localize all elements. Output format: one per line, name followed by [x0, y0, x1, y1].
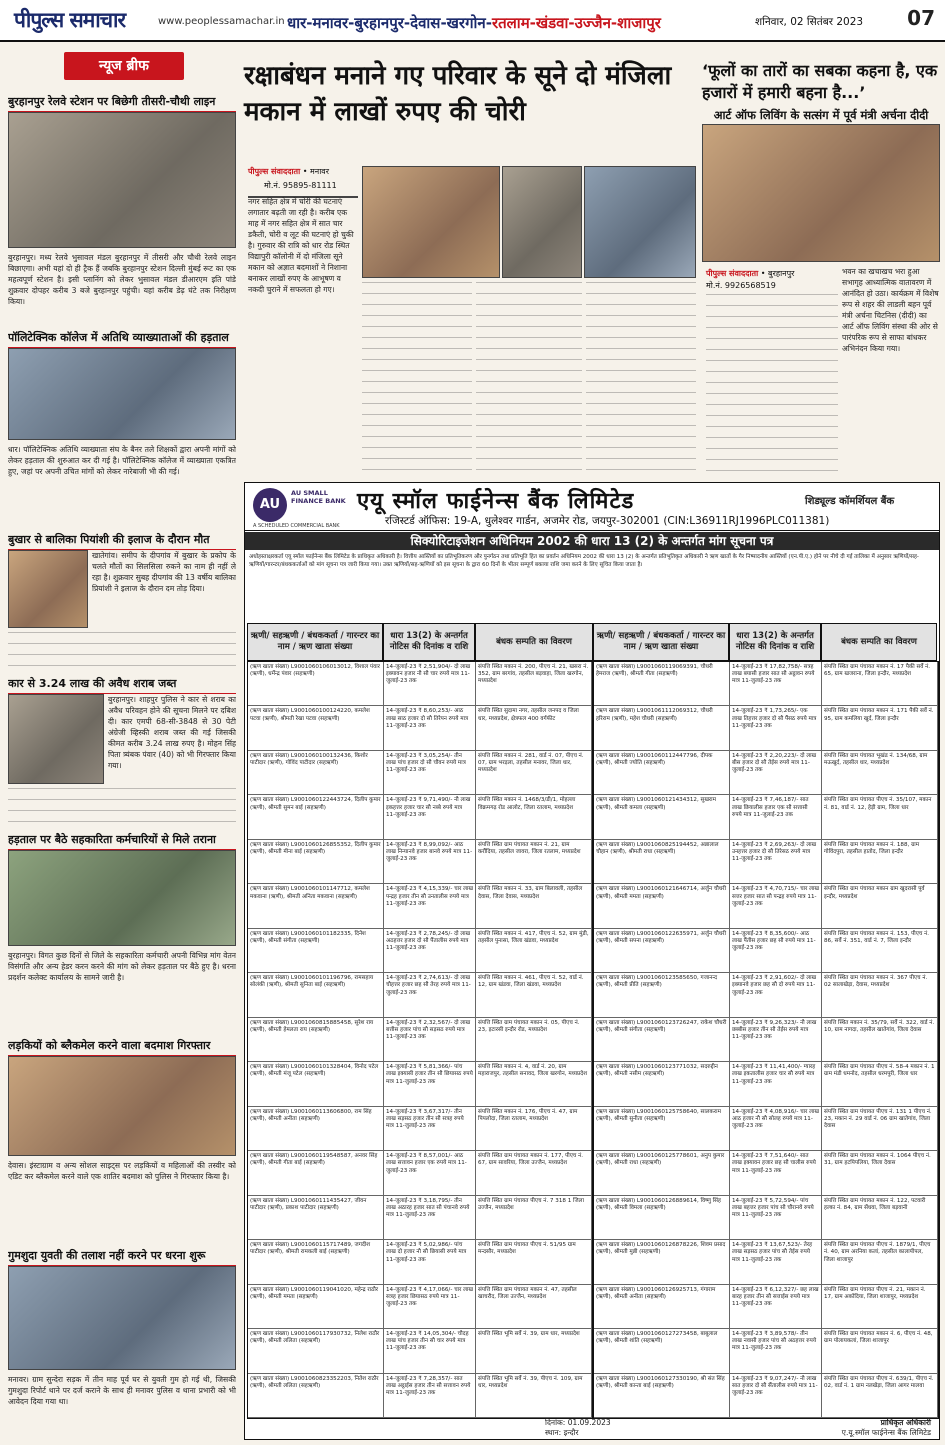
notice-cell-notice: 14-जुलाई-23 ₹ 14,05,304/- चौदह लाख पांच हजार तीन सौ चार रुपये मात्र 11-जुलाई-23 तक [384, 1329, 476, 1372]
notice-cell-borrower: (ऋण खाता संख्या) L9001060123726247, राकेश चौधरी (ऋणी), श्रीमती संगीता (सहऋणी) [594, 1018, 730, 1061]
notice-row [248, 1240, 592, 1284]
brief-photo-protest [8, 1266, 236, 1370]
notice-cell-notice: 14-जुलाई-23 ₹ 9,71,490/- नौ लाख इकहत्तर हजार चार सौ नब्बे रुपये मात्र 11-जुलाई-23 तक [384, 795, 476, 838]
notice-row [248, 1151, 592, 1195]
lead-mobile: मो.नं. 95895-81111 [264, 181, 337, 190]
notice-cell-borrower: (ऋण खाता संख्या) L9001060119041020, महेन्द्र राठौर (ऋणी), श्रीमती ममता (सहऋणी) [248, 1285, 384, 1328]
notice-cell-property: संपत्ति स्थित भूमि सर्वे नं. 39, ग्राम धार, मध्यप्रदेश [476, 1329, 592, 1372]
lead-headline: रक्षाबंधन मनाने गए परिवार के सूने दो मंजिला मकान में लाखों रुपए की चोरी [244, 61, 672, 127]
notice-cell-borrower: (ऋण खाता संख्या) L9001060112447796, दीपक (ऋणी), श्रीमती ज्योति (सहऋणी) [594, 751, 730, 794]
notice-cell-notice: 14-जुलाई-23 ₹ 11,41,400/- ग्यारह लाख इकतालीस हजार चार सौ रुपये मात्र 11-जुलाई-23 तक [730, 1062, 822, 1105]
notice-cell-borrower: (ऋण खाता संख्या) L9001060127330190, श्री संत सिंह (ऋणी), श्रीमती कान्ता बाई (सहऋणी) [594, 1374, 730, 1417]
notice-row [248, 1329, 592, 1373]
notice-cell-borrower: (ऋण खाता संख्या) L9001060100132436, किशोर पाटीदार (ऋणी), गोविंद पाटीदार (सहऋणी) [248, 751, 384, 794]
notice-cell-property: संपत्ति स्थित मकान नं. 417, पीएच नं. 52, ग्राम मुंडी, तहसील पुनासा, जिला खंडवा, मध्यप्रदेश [476, 929, 592, 972]
notice-cell-notice: 14-जुलाई-23 ₹ 4,15,339/- चार लाख पन्द्रह हजार तीन सौ उनतालीस रुपये मात्र 11-जुलाई-23 तक [384, 884, 476, 927]
au-bank-notice [244, 482, 940, 1440]
notice-row [248, 751, 592, 795]
notice-cell-notice: 14-जुलाई-23 ₹ 9,26,323/- नौ लाख छब्बीस हजार तीन सौ तेईस रुपये मात्र 11-जुलाई-23 तक [730, 1018, 822, 1061]
brief-body: बुरहानपुर। मध्य रेलवे भुसावल मंडल बुरहानपुर में तीसरी और चौथी रेलवे लाइन बिछाएगा। अभी यहां दो ही ट्रैक हैं जबकि बुरहानपुर स्टेशन दिल्ली मुंबई रूट का एक महत्वपूर्ण स्टेशन है। इसी प्लानिंग को लेकर भुसावल मंडल डीआरएम इति पांडे शुक्रवार दोपहर करीब 3 बजे बुरहानपुर पहुंची। यहां करीब डेढ़ घंटे तक निरीक्षण किया। [8, 253, 236, 306]
brief-body: धार। पॉलिटेक्निक अतिथि व्याख्याता संघ के बैनर तले शिक्षकों द्वारा अपनी मांगों को लेकर हड़ताल की शुरुआत कर दी गई है। पॉलिटेक्निक कॉलेज में व्याख्याता एकत्रित हुए, जहां पर अपनी उचित मांगों को लेकर नारेबाजी भी की गई। [8, 445, 236, 476]
notice-cell-notice: 14-जुलाई-23 ₹ 1,73,265/- एक लाख तिहत्तर हजार दो सौ पैंसठ रुपये मात्र 11-जुलाई-23 तक [730, 706, 822, 749]
notice-cell-property: संपत्ति स्थित ग्राम पंचायत पीएच नं. 1879/1, पीएच नं. 40, ग्राम अरनिया कलां, तहसील कालापीपल, जिला शाजापुर [822, 1240, 938, 1283]
notice-cell-property: संपत्ति स्थित ग्राम पंचायत पीएच नं. 7 318 1 जिला उज्जैन, मध्यप्रदेश [476, 1196, 592, 1239]
notice-cell-notice: 14-जुलाई-23 ₹ 8,57,001/- आठ लाख सत्तावन हजार एक रुपये मात्र 11-जुलाई-23 तक [384, 1151, 476, 1194]
notice-cell-notice: 14-जुलाई-23 ₹ 4,08,916/- चार लाख आठ हजार नौ सौ सोलह रुपये मात्र 11-जुलाई-23 तक [730, 1107, 822, 1150]
notice-row [594, 1329, 938, 1373]
notice-cell-notice: 14-जुलाई-23 ₹ 2,51,904/- दो लाख इक्यावन हजार नौ सौ चार रुपये मात्र 11-जुलाई-23 तक [384, 662, 476, 705]
newspaper-logo[interactable]: पीपुल्स समाचार [14, 8, 126, 32]
notice-cell-notice: 14-जुलाई-23 ₹ 13,67,523/- तेरह लाख सड़सठ हजार पांच सौ तेईस रुपये मात्र 11-जुलाई-23 तक [730, 1240, 822, 1283]
notice-row [594, 884, 938, 928]
brief-headline: बुखार से बालिका पियांशी की इलाज के दौरान मौत [8, 532, 236, 550]
brief-headline: कार से 3.24 लाख की अवैध शराब जब्त [8, 676, 236, 694]
bank-scheduled: शिड्यूल्ड कॉमर्शियल बैंक [805, 496, 895, 507]
notice-cell-borrower: (ऋण खाता संख्या) L9001060101147712, कमलेश मकवाना (ऋणी), श्रीमती अनिता मकवाना (सहऋणी) [248, 884, 384, 927]
notice-cell-notice: 14-जुलाई-23 ₹ 8,99,092/- आठ लाख निन्यानवे हजार बानवे रुपये मात्र 11-जुलाई-23 तक [384, 840, 476, 883]
au-logo-tag: A SCHEDULED COMMERCIAL BANK [253, 523, 340, 529]
notice-cell-borrower: (ऋण खाता संख्या) L9001060122443724, दिलीप कुमार (ऋणी), श्रीमती सुमन बाई (सहऋणी) [248, 795, 384, 838]
notice-date: दिनांक: 01.09.2023 [545, 1418, 611, 1427]
notice-cell-property: संपत्ति स्थित ग्राम पंचायत मकान नं. 177, पीएच नं. 67, ग्राम सावरिया, जिला उज्जैन, मध्यप्रदेश [476, 1151, 592, 1194]
notice-cell-borrower: (ऋण खाता संख्या) L9001060823352203, नितेश राठौर (ऋणी), श्रीमती ललिता (सहऋणी) [248, 1374, 384, 1417]
notice-row [248, 1018, 592, 1062]
notice-row [248, 1374, 592, 1418]
notice-cell-borrower: (ऋण खाता संख्या) L9001060126855352, दिलीप कुमार (ऋणी), श्रीमती मीना बाई (सहऋणी) [248, 840, 384, 883]
header-borrower: ऋणी/ सहऋणी / बंधककर्ता / गारन्टर का नाम / ऋण खाता संख्या [593, 623, 729, 661]
brief-photo-railway [8, 112, 236, 248]
notice-cell-property: संपत्ति स्थित ग्राम पंचायत मकान नं. 153, पीएच नं. 86, सर्वे नं. 351, वार्ड नं. 7, जिला इन्दौर [822, 929, 938, 972]
notice-cell-notice: 14-जुलाई-23 ₹ 5,81,366/- पांच लाख इक्यासी हजार तीन सौ छियासठ रुपये मात्र 11-जुलाई-23 तक [384, 1062, 476, 1105]
notice-cell-borrower: (ऋण खाता संख्या) L9001060111435427, जीवन पाटीदार (ऋणी), प्रकाश पाटीदार (सहऋणी) [248, 1196, 384, 1239]
lead-photo-3 [584, 166, 696, 278]
signatory-bank: ए.यू.स्मॉल फाईनेन्स बैंक लिमिटेड [841, 1428, 931, 1437]
brief-body: बुरहानपुर। शाहपुर पुलिस ने कार से शराब का अवैध परिवहन होने की सूचना मिलने पर दबिश दी। कार एमपी 68-सी-3848 से 30 पेटी अंग्रेजी व्हिस्की शराब जब्त की गई जिसकी कीमत करीब 3.24 लाख रुपए है। मोहन सिंह पिता त्र्यंबक पंवार (40) को भी गिरफ्तार किया गया। [108, 695, 236, 770]
notice-cell-borrower: (ऋण खाता संख्या) L9001060119548587, अनवर सिंह (ऋणी), श्रीमती गीता बाई (सहऋणी) [248, 1151, 384, 1194]
notice-cell-borrower: (ऋण खाता संख्या) L9001060126878226, शिवम प्रसाद (ऋणी), श्रीमती मुन्नी (सहऋणी) [594, 1240, 730, 1283]
page-number: 07 [907, 6, 935, 30]
notice-cell-property: संपत्ति स्थित ग्राम पंचायत मकान नं. 05, पीएच नं. 23, इटारसी इन्दौर रोड, मध्यप्रदेश [476, 1018, 592, 1061]
notice-row [248, 1062, 592, 1106]
brief-photo-liquor [8, 694, 104, 784]
notice-cell-notice: 14-जुलाई-23 ₹ 17,82,758/- सत्रह लाख बयासी हजार सात सौ अट्ठावन रुपये मात्र 11-जुलाई-23 तक [730, 662, 822, 705]
notice-cell-borrower: (ऋण खाता संख्या) L9001060123771032, सदरुद्दीन (ऋणी), श्रीमती नसीम (सहऋणी) [594, 1062, 730, 1105]
brief-headline: हड़ताल पर बैठे सहकारिता कर्मचारियों से मिले तराना [8, 832, 236, 850]
side-byline: पीपुल्स संवाददाता • बुरहानपुर [706, 269, 795, 278]
brief-photo-strike [8, 348, 236, 440]
header-notice: धारा 13(2) के अन्तर्गत नोटिस की दिनांक व राशि [383, 623, 475, 661]
header-property: बंधक सम्पति का विवरण [475, 623, 593, 661]
notice-cell-borrower: (ऋण खाता संख्या) L9001060101328404, विनोद पटेल (ऋणी), श्रीमती मंजू पटेल (सहऋणी) [248, 1062, 384, 1105]
notice-cell-borrower: (ऋण खाता संख्या) L9001061112069312, चौधरी हरिराम (ऋणी), महेश चौधरी (सहऋणी) [594, 706, 730, 749]
notice-cell-borrower: (ऋण खाता संख्या) L9001060825194452, अन्नालाल चौहान (ऋणी), श्रीमती राधा (सहऋणी) [594, 840, 730, 883]
notice-cell-notice: 14-जुलाई-23 ₹ 7,28,357/- सात लाख अट्ठाईस हजार तीन सौ सत्तावन रुपये मात्र 11-जुलाई-23 तक [384, 1374, 476, 1417]
notice-cell-notice: 14-जुलाई-23 ₹ 3,67,317/- तीन लाख सड़सठ हजार तीन सौ सत्रह रुपये मात्र 11-जुलाई-23 तक [384, 1107, 476, 1150]
notice-cell-notice: 14-जुलाई-23 ₹ 4,70,715/- चार लाख सत्तर हजार सात सौ पन्द्रह रुपये मात्र 11-जुलाई-23 तक [730, 884, 822, 927]
notice-cell-property: संपत्ति स्थित मकान नं. 200, पीएच नं. 21, खसरा नं. 352, ग्राम बरगांव, तहसील बड़वाहा, जिला खरगोन, मध्यप्रदेश [476, 662, 592, 705]
notice-cell-property: संपत्ति स्थित ग्राम पंचायत मकान नं. 1064 पीएच नं. 31, ग्राम हटपिपलिया, जिला देवास [822, 1151, 938, 1194]
notice-cell-property: संपत्ति स्थित ग्राम पंचायत मकान नं. 122, पटवारी हल्का नं. 84, ग्राम सेंधवा, जिला बड़वानी [822, 1196, 938, 1239]
notice-cell-property: संपत्ति स्थित ग्राम पंचायत मकान नं. 47, तहसील खाचरौद, जिला उज्जैन, मध्यप्रदेश [476, 1285, 592, 1328]
brief-photo-arrest [8, 1056, 236, 1156]
notice-row [594, 1196, 938, 1240]
notice-row [248, 706, 592, 750]
notice-cell-notice: 14-जुलाई-23 ₹ 3,05,254/- तीन लाख पांच हजार दो सौ चौवन रुपये मात्र 11-जुलाई-23 तक [384, 751, 476, 794]
notice-row [594, 706, 938, 750]
notice-cell-borrower: (ऋण खाता संख्या) L9001060122635971, अर्जुन चौधरी (ऋणी), श्रीमती सपना (सहऋणी) [594, 929, 730, 972]
notice-row [248, 1196, 592, 1240]
lead-byline: पीपुल्स संवाददाता • मनावर [248, 167, 330, 176]
notice-cell-notice: 14-जुलाई-23 ₹ 4,17,066/- चार लाख सत्रह हजार छियासठ रुपये मात्र 11-जुलाई-23 तक [384, 1285, 476, 1328]
news-brief-label: न्यूज ब्रीफ [64, 52, 184, 80]
edition-date: शनिवार, 02 सितंबर 2023 [755, 16, 864, 28]
lead-photo-1 [362, 166, 500, 278]
brief-body: खातेगांव। समीप के दीपगांव में बुखार के प्रकोप के चलते मौतों का सिलसिला रुकने का नाम ही नहीं ले रहा है। शुक्रवार सुबह दीपगांव की 13 वर्षीय बालिका प्रियांशी ने इलाज के दौरान दम तोड़ दिया। [92, 551, 236, 593]
notice-row [594, 973, 938, 1017]
notice-table-left [247, 661, 593, 1419]
lead-photo-2 [502, 166, 582, 278]
notice-cell-borrower: (ऋण खाता संख्या) L9001060121646714, अर्जुन चौधरी (ऋणी), श्रीमती ममता (सहऋणी) [594, 884, 730, 927]
notice-cell-notice: 14-जुलाई-23 ₹ 6,12,327/- छह लाख बारह हजार तीन सौ सत्ताईस रुपये मात्र 11-जुलाई-23 तक [730, 1285, 822, 1328]
notice-cell-notice: 14-जुलाई-23 ₹ 5,72,594/- पांच लाख बहत्तर हजार पांच सौ चौरानवे रुपये मात्र 11-जुलाई-23 तक [730, 1196, 822, 1239]
notice-title: सिक्योरिटाइजेशन अधिनियम 2002 की धारा 13 (2) के अन्तर्गत मांग सूचना पत्र [245, 532, 939, 550]
notice-cell-notice: 14-जुलाई-23 ₹ 5,02,986/- पांच लाख दो हजार नौ सौ छियासी रुपये मात्र 11-जुलाई-23 तक [384, 1240, 476, 1283]
au-logo: AU [253, 488, 287, 522]
notice-row [594, 929, 938, 973]
notice-cell-borrower: (ऋण खाता संख्या) L9001060126889614, विष्णु सिंह (ऋणी), श्रीमती विमला (सहऋणी) [594, 1196, 730, 1239]
notice-cell-property: संपत्ति स्थित मकान नं. 176, पीएच नं. 47, ग्राम पिपलोदा, जिला रतलाम, मध्यप्रदेश [476, 1107, 592, 1150]
notice-cell-borrower: (ऋण खाता संख्या) L9001060117930732, निलेश राठौर (ऋणी), श्रीमती ललिता (सहऋणी) [248, 1329, 384, 1372]
notice-cell-property: संपत्ति स्थित ग्राम पंचायत मकान नं. 21, ग्राम करौंदिया, तहसील जावरा, जिला रतलाम, मध्यप्रदेश [476, 840, 592, 883]
notice-cell-notice: 14-जुलाई-23 ₹ 2,20,223/- दो लाख बीस हजार दो सौ तेईस रुपये मात्र 11-जुलाई-23 तक [730, 751, 822, 794]
notice-row [594, 1018, 938, 1062]
notice-row [594, 1285, 938, 1329]
notice-cell-notice: 14-जुलाई-23 ₹ 3,89,578/- तीन लाख नवासी हजार पांच सौ अठहत्तर रुपये मात्र 11-जुलाई-23 तक [730, 1329, 822, 1372]
website-url[interactable]: www.peoplessamachar.in [158, 16, 285, 27]
notice-cell-property: संपत्ति स्थित ग्राम पंचायत पीएच नं. 131 1 पीएच नं. 23, मकान नं. 29 वार्ड नं. 06 ग्राम खातेगांव, जिला देवास [822, 1107, 938, 1150]
notice-cell-borrower: (ऋण खाता संख्या) L9001060126925713, गंगाराम (ऋणी), श्रीमती अनीता (सहऋणी) [594, 1285, 730, 1328]
notice-row [594, 840, 938, 884]
notice-cell-property: संपत्ति स्थित ग्राम पंचायत मकान नं. 171 पैकी सर्वे नं. 95, ग्राम कमलिया खुर्द, जिला इन्दौर [822, 706, 938, 749]
brief-headline: बुरहानपुर रेलवे स्टेशन पर बिछेगी तीसरी-चौथी लाइन [8, 94, 236, 112]
notice-row [594, 1240, 938, 1284]
notice-cell-borrower: (ऋण खाता संख्या) L9001060101196796, रामसहाय सोलंकी (ऋणी), श्रीमती सुनिता बाई (सहऋणी) [248, 973, 384, 1016]
notice-cell-property: संपत्ति स्थित ग्राम पंचायत भूखंड नं. 134/68, ग्राम मऊखुर्द, तहसील धार, मध्यप्रदेश [822, 751, 938, 794]
notice-cell-borrower: (ऋण खाता संख्या) L9001060123585650, गजानन्द (ऋणी), श्रीमती प्रीति (सहऋणी) [594, 973, 730, 1016]
notice-row [594, 662, 938, 706]
notice-cell-notice: 14-जुलाई-23 ₹ 2,32,567/- दो लाख बत्तीस हजार पांच सौ सड़सठ रुपये मात्र 11-जुलाई-23 तक [384, 1018, 476, 1061]
notice-row [248, 884, 592, 928]
notice-cell-borrower: (ऋण खाता संख्या) L9001060113606800, राम सिंह (ऋणी), श्रीमती अनीता (सहऋणी) [248, 1107, 384, 1150]
notice-cell-property: संपत्ति स्थित भूमि सर्वे नं. 39, पीएच नं. 109, ग्राम धार, मध्यप्रदेश [476, 1374, 592, 1417]
notice-intro: अधोहस्ताक्षरकर्ता एयू स्मॉल फाईनेन्स बैंक लिमिटेड के प्राधिकृत अधिकारी है। वित्तीय आस्तियों का प्रतिभूतिकरण और पुनर्गठन तथा प्रतिभूति हित का प्रवर्तन अधिनियम 2002 की धारा 13 (2) के अन्तर्गत प्रतिभूतिकृत अधिकारी ने ऋण खातों के गैर निष्पादनीय आस्तियों (एन.पी.ए.) होने पर नीचे दी गई तालिका में अनुसार ऋणियों/सह-ऋणियों/गारन्टर/बंधककर्ताओं को मांग सूचना पत्र जारी किया गया। उक्त ऋणियों/सह-ऋणियों को इस सूचना के द्वारा 60 दिनों के भीतर सम्पूर्ण बकाया राशि जमा करने के लिए सूचित किया जाता है। [249, 554, 919, 569]
notice-cell-borrower: (ऋण खाता संख्या) L9001060815885458, सुरेश राय (ऋणी), श्रीमती हेमलता राय (सहऋणी) [248, 1018, 384, 1061]
header-notice: धारा 13(2) के अन्तर्गत नोटिस की दिनांक व राशि [729, 623, 821, 661]
notice-row [594, 795, 938, 839]
notice-cell-borrower: (ऋण खाता संख्या) L9001060125778601, अनुप कुमार (ऋणी), श्रीमती राधा (सहऋणी) [594, 1151, 730, 1194]
edition-cities: धार-मनावर-बुरहानपुर-देवास-खरगोन-रतलाम-खंडवा-उज्जैन-शाजापुर [287, 14, 661, 32]
registered-office: रजिस्टर्ड ऑफिस: 19-A, धुलेश्वर गार्डन, अजमेर रोड, जयपुर-302001 (CIN:L36911RJ1996PLC011381) [385, 515, 830, 527]
notice-cell-property: संपत्ति स्थित ग्राम पंचायत पीएच नं. 21, मकान नं. 17, ग्राम अकोदिया, जिला शाजापुर, मध्यप्रदेश [822, 1285, 938, 1328]
notice-cell-notice: 14-जुलाई-23 ₹ 9,07,247/- नौ लाख सात हजार दो सौ सैंतालीस रुपये मात्र 11-जुलाई-23 तक [730, 1374, 822, 1417]
au-logo-text: AU SMALL FINANCE BANK [291, 489, 346, 505]
notice-cell-property: संपत्ति स्थित ग्राम पंचायत पीएच नं. 35/107, मकान नं. 81, वार्ड नं. 12, हेड़ी ग्राम, जिला धार [822, 795, 938, 838]
notice-cell-borrower: (ऋण खाता संख्या) L9001060115717489, जगदीश पाटीदार (ऋणी), श्रीमती रामकली बाई (सहऋणी) [248, 1240, 384, 1283]
notice-table-right [593, 661, 939, 1419]
notice-row [248, 795, 592, 839]
notice-cell-property: संपत्ति स्थित सुदामा नगर, तहसील जनपद व जिला धार, मध्यप्रदेश, क्षेत्रफल 400 वर्गफीट [476, 706, 592, 749]
header-borrower: ऋणी/ सहऋणी / बंधककर्ता / गारन्टर का नाम / ऋण खाता संख्या [247, 623, 383, 661]
notice-cell-notice: 14-जुलाई-23 ₹ 2,91,602/- दो लाख इक्यानवे हजार छह सौ दो रुपये मात्र 11-जुलाई-23 तक [730, 973, 822, 1016]
notice-cell-property: संपत्ति स्थित मकान नं. 4, वार्ड नं. 20, ग्राम महाराजपुर, तहसील सनावद, जिला खरगोन, मध्यप्रदेश [476, 1062, 592, 1105]
notice-cell-borrower: (ऋण खाता संख्या) L9001060127273458, बाबूलाल (ऋणी), श्रीमती शांति (सहऋणी) [594, 1329, 730, 1372]
notice-cell-property: संपत्ति स्थित ग्राम पंचायत पीएच नं. 58-4 मकान नं. 1 ग्राम मंडी धमनोद, तहसील धरमपुरी, जिला धार [822, 1062, 938, 1105]
notice-cell-property: संपत्ति स्थित ग्राम पंचायत मकान नं. 17 पैकी सर्वे नं. 65, ग्राम खजराना, जिला इन्दौर, मध्यप्रदेश [822, 662, 938, 705]
notice-place: स्थान: इन्दौर [545, 1428, 579, 1437]
notice-cell-property: संपत्ति स्थित ग्राम पंचायत मकान नं. 188, ग्राम गोविंदपुरा, तहसील हातोद, जिला इन्दौर [822, 840, 938, 883]
brief-body: देवास। इंस्टाग्राम व अन्य सोशल साइट्स पर लड़कियों व महिलाओं की तस्वीर को एडिट कर ब्लैकमेल करने वाले एक शातिर बदमाश को पुलिस ने गिरफ्तार किया है। [8, 1161, 236, 1181]
notice-row [594, 1151, 938, 1195]
notice-cell-property: संपत्ति स्थित मकान नं. 35/79, सर्वे नं. 322, वार्ड नं. 10, ग्राम नागदा, तहसील खातेगांव, जिला देवास [822, 1018, 938, 1061]
notice-cell-notice: 14-जुलाई-23 ₹ 8,35,600/- आठ लाख पैंतीस हजार छह सौ रुपये मात्र 11-जुलाई-23 तक [730, 929, 822, 972]
notice-cell-borrower: (ऋण खाता संख्या) L9001060101182335, दिनेश (ऋणी), श्रीमती संगीता (सहऋणी) [248, 929, 384, 972]
notice-cell-borrower: (ऋण खाता संख्या) L9001060100124220, कमलेश पटवा (ऋणी), श्रीमती रेखा पटवा (सहऋणी) [248, 706, 384, 749]
notice-cell-property: संपत्ति स्थित ग्राम पंचायत मकान नं. 367 पीएच नं. 02 सालाखेड़ा, देवास, मध्यप्रदेश [822, 973, 938, 1016]
notice-cell-property: संपत्ति स्थित मकान नं. 33, ग्राम बिलावली, तहसील देवास, जिला देवास, मध्यप्रदेश [476, 884, 592, 927]
notice-cell-property: संपत्ति स्थित मकान नं. 281, वार्ड नं. 07, पीएच नं. 07, ग्राम भरड़ला, तहसील मनावर, जिला धार, मध्यप्रदेश [476, 751, 592, 794]
authorized-officer: प्राधिकृत अधिकारी [880, 1418, 931, 1427]
brief-body: बुरहानपुर। विगत कुछ दिनों से जिले के सहकारिता कर्मचारी अपनी विभिन्न मांग वेतन विसंगति और अन्य हेडर करन करने की मांग को लेकर हड़ताल पर बैठे हुए है। धरना प्रदर्शन कलेक्ट कार्यालय के सामने जारी है। [8, 951, 236, 982]
brief-body: मनावर। ग्राम सुन्देरा सड़क में तीन माह पूर्व घर से युवती गुम हो गई थी, जिसकी गुमशुदा रिपोर्ट थाने पर दर्ज कराने के साथ ही मनावर पुलिस व थाना प्रभारी को भी आवेदन दिया गया था। [8, 1375, 236, 1406]
news-brief-column [4, 46, 240, 1441]
brief-photo-cooperative [8, 850, 236, 946]
notice-row [248, 662, 592, 706]
notice-cell-borrower: (ऋण खाता संख्या) L9001060121434312, सुखराम (ऋणी), श्रीमती कमला (सहऋणी) [594, 795, 730, 838]
notice-cell-notice: 14-जुलाई-23 ₹ 3,18,795/- तीन लाख अठारह हजार सात सौ पंचानवे रुपये मात्र 11-जुलाई-23 तक [384, 1196, 476, 1239]
notice-cell-property: संपत्ति स्थित मकान नं. 461, पीएच नं. 52, वार्ड नं. 12, ग्राम खंडवा, जिला खंडवा, मध्यप्रदेश [476, 973, 592, 1016]
notice-cell-property: संपत्ति स्थित ग्राम पंचायत मकान ग्राम खुदरासी पूर्व इन्दौर, मध्यप्रदेश [822, 884, 938, 927]
notice-row [248, 929, 592, 973]
notice-cell-notice: 14-जुलाई-23 ₹ 7,51,640/- सात लाख इक्यावन हजार छह सौ चालीस रुपये मात्र 11-जुलाई-23 तक [730, 1151, 822, 1194]
notice-row [248, 973, 592, 1017]
side-subhead: आर्ट ऑफ लिविंग के सत्संग में पूर्व मंत्री अर्चना दीदी [713, 108, 929, 122]
notice-cell-property: संपत्ति स्थित ग्राम पंचायत पीएच नं. 51/95 ग्राम मन्दसौर, मध्यप्रदेश [476, 1240, 592, 1283]
notice-cell-property: संपत्ति स्थित ग्राम पंचायत पीएच नं. 639/1, पीएच नं. 02, वार्ड नं. 1 ग्राम नलखेड़ा, जिला आगर मालवा [822, 1374, 938, 1417]
brief-headline: लड़कियों को ब्लैकमेल करने वाला बदमाश गिरफ्तार [8, 1038, 236, 1056]
notice-cell-notice: 14-जुलाई-23 ₹ 2,69,263/- दो लाख उनहत्तर हजार दो सौ तिरेसठ रुपये मात्र 11-जुलाई-23 तक [730, 840, 822, 883]
notice-row [248, 1107, 592, 1151]
brief-headline: गुमशुदा युवती की तलाश नहीं करने पर धरना शुरू [8, 1248, 236, 1266]
notice-cell-notice: 14-जुलाई-23 ₹ 7,46,187/- सात लाख छियालीस हजार एक सौ सत्तासी रुपये मात्र 11-जुलाई-23 तक [730, 795, 822, 838]
notice-row [594, 751, 938, 795]
brief-photo-girl [8, 550, 88, 628]
side-photo [702, 124, 940, 262]
notice-row [594, 1062, 938, 1106]
masthead [0, 0, 945, 42]
notice-cell-notice: 14-जुलाई-23 ₹ 8,60,253/- आठ लाख साठ हजार दो सौ तिरेपन रुपये मात्र 11-जुलाई-23 तक [384, 706, 476, 749]
notice-cell-notice: 14-जुलाई-23 ₹ 2,78,245/- दो लाख अठहत्तर हजार दो सौ पैंतालीस रुपये मात्र 11-जुलाई-23 तक [384, 929, 476, 972]
notice-row [248, 1285, 592, 1329]
notice-row [248, 840, 592, 884]
notice-row [594, 1107, 938, 1151]
side-mobile: मो.नं. 9926568519 [706, 281, 776, 290]
notice-cell-property: संपत्ति स्थित ग्राम पंचायत मकान नं. 6, पीएच नं. 48, ग्राम पोलायकलां, जिला शाजापुर [822, 1329, 938, 1372]
side-headline: ‘फूलों का तारों का सबका कहना है, एक हजारों में हमारी बहना है...’ [702, 61, 938, 102]
header-property: बंधक सम्पति का विवरण [821, 623, 937, 661]
notice-cell-notice: 14-जुलाई-23 ₹ 2,74,613/- दो लाख चौहत्तर हजार छह सौ तेरह रुपये मात्र 11-जुलाई-23 तक [384, 973, 476, 1016]
notice-cell-property: संपत्ति स्थित मकान नं. 1468/3/डी/1, मोहल्ला विक्रमगढ़ रोड आलोट, जिला रतलाम, मध्यप्रदेश [476, 795, 592, 838]
notice-cell-borrower: (ऋण खाता संख्या) L9001060125758640, सालकराम (ऋणी), श्रीमती सुनीता (सहऋणी) [594, 1107, 730, 1150]
lead-body: नगर सहित क्षेत्र में चोरी की घटनाएं लगातार बढ़ती जा रही है। करीब एक माह में नगर सहित क्षेत्र में सात चार डकैती, चोरी व लूट की घटनाएं हो चुकी है। गुरुवार की रात्रि को धार रोड स्थित विद्यापुरी कॉलोनी में दो मंजिला सूने मकान को अज्ञात बदमाशों ने निशाना बनाकर लाखों रुपए के आभूषण व नकदी चुराने में सफलता हो गए। [248, 197, 354, 294]
notice-row [594, 1374, 938, 1418]
brief-headline: पॉलिटेक्निक कॉलेज में अतिथि व्याख्याताओं की हड़ताल [8, 330, 236, 348]
notice-cell-borrower: (ऋण खाता संख्या) L9001060106013012, विशाल पंवार (ऋणी), धर्मेन्द्र पंवार (सहऋणी) [248, 662, 384, 705]
side-body: भवन का खचाखच भरा हुआ सभागृह आध्यात्मिक वातावरण में आनंदित हो उठा। कार्यक्रम में विशेष रूप से शहर की लाडली बहन पूर्व मंत्री अर्चना चिटनिस (दीदी) का आर्ट ऑफ लिविंग संस्था की ओर से पारंपरिक रूप से साफा बांधकर अभिनंदन किया गया। [842, 267, 939, 353]
bank-name: एयू स्मॉल फाईनेन्स बैंक लिमिटेड [357, 489, 635, 514]
notice-cell-borrower: (ऋण खाता संख्या) L9001060119069391, चौधरी हेमराज (ऋणी), श्रीमती गीता (सहऋणी) [594, 662, 730, 705]
